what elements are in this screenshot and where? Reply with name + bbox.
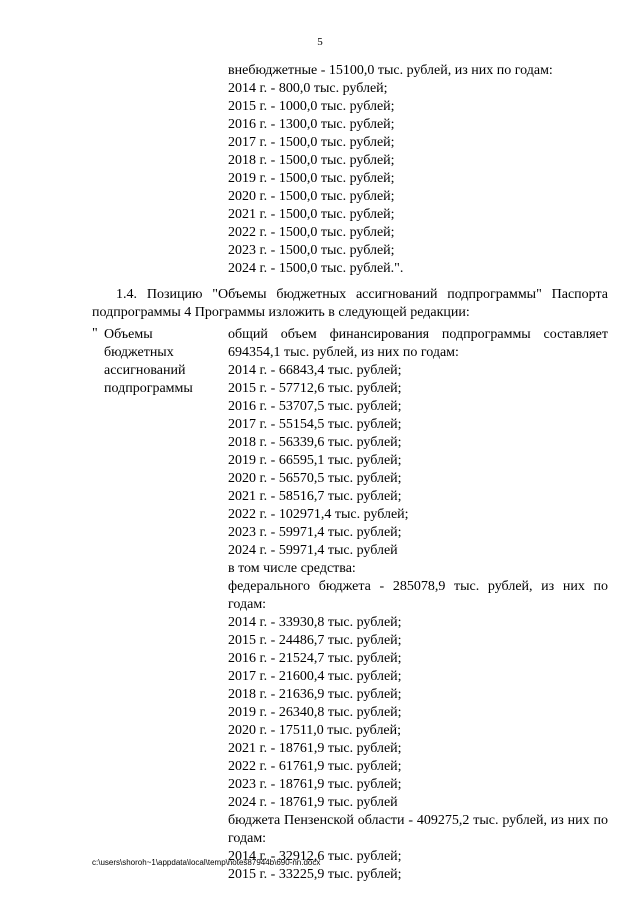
left-label-line: Объемы: [104, 327, 153, 342]
total-year-line: 2019 г. - 66595,1 тыс. рублей;: [228, 453, 402, 468]
left-label-line: бюджетных: [104, 345, 174, 360]
document-body: [92, 62, 608, 884]
total-year-line: 2014 г. - 66843,4 тыс. рублей;: [228, 363, 402, 378]
total-year-line: 2018 г. - 56339,6 тыс. рублей;: [228, 435, 402, 450]
budget-year-line: 2016 г. - 1300,0 тыс. рублей;: [228, 117, 395, 132]
section-paragraph: 1.4. Позицию "Объемы бюджетных ассигнований подпрограммы" Паспорта подпрограммы 4 Программы изложить в следующей редакции:: [92, 287, 608, 320]
budget-year-line: 2017 г. - 1500,0 тыс. рублей;: [228, 135, 395, 150]
federal-year-line: 2019 г. - 26340,8 тыс. рублей;: [228, 705, 402, 720]
budget-year-line: 2020 г. - 1500,0 тыс. рублей;: [228, 189, 395, 204]
federal-year-line: 2015 г. - 24486,7 тыс. рублей;: [228, 633, 402, 648]
total-year-line: 2015 г. - 57712,6 тыс. рублей;: [228, 381, 402, 396]
opening-quote: ": [92, 326, 98, 341]
left-label: [104, 326, 228, 884]
federal-year-line: 2016 г. - 21524,7 тыс. рублей;: [228, 651, 402, 666]
regional-year-line: 2014 г. - 32912,6 тыс. рублей;: [228, 849, 402, 864]
right-values: [228, 326, 608, 884]
federal-year-line: 2022 г. - 61761,9 тыс. рублей;: [228, 759, 402, 774]
budget-year-line: 2021 г. - 1500,0 тыс. рублей;: [228, 207, 395, 222]
file-path-footer: c:\users\shoroh~1\appdata\local\temp\notes87944b\690-nn.docx: [92, 858, 321, 867]
federal-year-line: 2017 г. - 21600,4 тыс. рублей;: [228, 669, 402, 684]
budget-year-line: 2018 г. - 1500,0 тыс. рублей;: [228, 153, 395, 168]
total-year-line: 2020 г. - 56570,5 тыс. рублей;: [228, 471, 402, 486]
total-year-line: 2016 г. - 53707,5 тыс. рублей;: [228, 399, 402, 414]
regional-year-line: 2015 г. - 33225,9 тыс. рублей;: [228, 867, 402, 882]
page-number: 5: [317, 36, 323, 48]
budget-heading: внебюджетные - 15100,0 тыс. рублей, из них по годам:: [228, 63, 553, 78]
budget-year-line: 2024 г. - 1500,0 тыс. рублей.".: [228, 261, 404, 276]
total-year-line: 2023 г. - 59971,4 тыс. рублей;: [228, 525, 402, 540]
federal-year-line: 2023 г. - 18761,9 тыс. рублей;: [228, 777, 402, 792]
federal-year-line: 2018 г. - 21636,9 тыс. рублей;: [228, 687, 402, 702]
total-year-line: 2024 г. - 59971,4 тыс. рублей: [228, 543, 398, 558]
total-year-line: 2022 г. - 102971,4 тыс. рублей;: [228, 507, 409, 522]
regional-budget: бюджета Пензенской области - 409275,2 тыс. рублей, из них по годам:: [228, 813, 608, 846]
federal-budget: федерального бюджета - 285078,9 тыс. рублей, из них по годам:: [228, 579, 608, 612]
passport-table-row: [92, 326, 608, 884]
left-label-line: ассигнований: [104, 363, 186, 378]
federal-year-line: 2020 г. - 17511,0 тыс. рублей;: [228, 723, 402, 738]
federal-year-line: 2024 г. - 18761,9 тыс. рублей: [228, 795, 398, 810]
top-block: [92, 62, 608, 278]
budget-year-line: 2015 г. - 1000,0 тыс. рублей;: [228, 99, 395, 114]
budget-year-line: 2014 г. - 800,0 тыс. рублей;: [228, 81, 388, 96]
budget-year-line: 2019 г. - 1500,0 тыс. рублей;: [228, 171, 395, 186]
including-label: в том числе средства:: [228, 561, 356, 576]
left-label-line: подпрограммы: [104, 381, 193, 396]
budget-year-line: 2023 г. - 1500,0 тыс. рублей;: [228, 243, 395, 258]
federal-year-line: 2021 г. - 18761,9 тыс. рублей;: [228, 741, 402, 756]
budget-year-line: 2022 г. - 1500,0 тыс. рублей;: [228, 225, 395, 240]
total-year-line: 2021 г. - 58516,7 тыс. рублей;: [228, 489, 402, 504]
federal-year-line: 2014 г. - 33930,8 тыс. рублей;: [228, 615, 402, 630]
total-year-line: 2017 г. - 55154,5 тыс. рублей;: [228, 417, 402, 432]
total-financing: общий объем финансирования подпрограммы составляет 694354,1 тыс. рублей, из них по годам:: [228, 327, 608, 360]
